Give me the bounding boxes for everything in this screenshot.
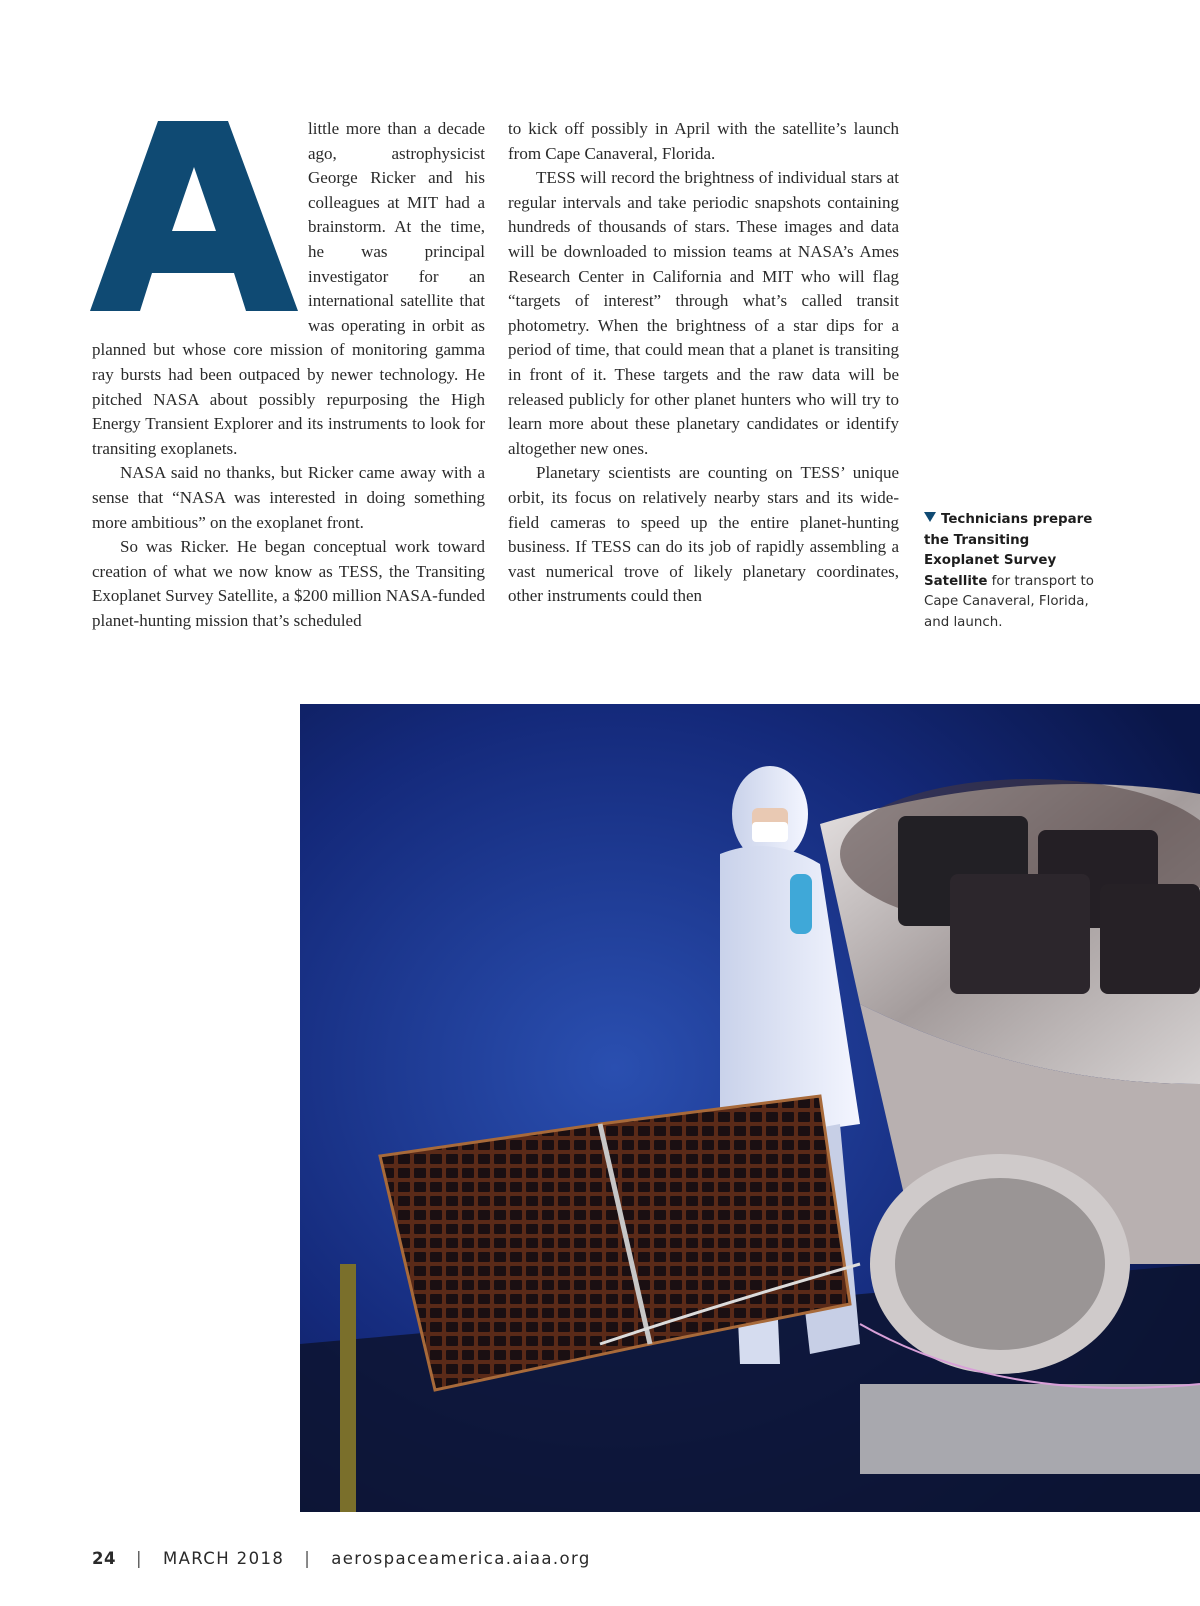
photo-illustration [300, 704, 1200, 1512]
website-url: aerospaceamerica.aiaa.org [331, 1549, 591, 1568]
page-footer [92, 1549, 591, 1568]
paragraph: So was Ricker. He began conceptual work toward creation of what we now know as TESS, the Transiting Exoplanet Survey Satellite, a $200 million NASA-funded planet-hunting mission that’s scheduled [92, 537, 485, 630]
paragraph: to kick off possibly in April with the satellite’s launch from Cape Canaveral, Florida. [508, 119, 899, 163]
paragraph: NASA said no thanks, but Ricker came away with a sense that “NASA was interested in doing something more ambitious” on the exoplanet front. [92, 463, 485, 532]
paragraph: TESS will record the brightness of individual stars at regular intervals and take periodic snapshots containing hundreds of thousands of stars. These images and data will be downloaded to mission teams at NASA’s Ames Research Center in California and MIT who will flag “targets of interest” through what’s called transit photometry. When the brightness of a star dips for a period of time, that could mean that a planet is transiting in front of it. These targets and the raw data will be released publicly for other planet hunters who will try to learn more about these planetary candidates or identify altogether new ones. [508, 168, 899, 458]
triangle-down-icon [924, 512, 936, 522]
drop-cap-letter-a [90, 121, 298, 311]
issue-date: MARCH 2018 [162, 1549, 285, 1568]
paragraph: little more than a decade ago, astrophysicist George Ricker and his colleagues at MIT had a brainstorm. At the time, he was principal investigator for an international satellite that was operating in orbit as planned but whose core mission of monitoring gamma ray bursts had been outpaced by newer technology. He pitched NASA about possibly repurposing the High Energy Transient Explorer and its instruments to look for transiting exoplanets. [92, 119, 485, 458]
paragraph: Planetary scientists are counting on TESS’ unique orbit, its focus on relatively nearby stars and its wide-field cameras to speed up the entire planet-hunting business. If TESS can do its job of rapidly assembling a vast numerical trove of likely planetary coordinates, other instruments could then [508, 463, 899, 606]
page-number: 24 [92, 1549, 116, 1568]
footer-divider: | [304, 1549, 312, 1568]
tess-satellite-photo [300, 704, 1200, 1512]
article-column-1 [92, 117, 485, 633]
article-column-2 [508, 117, 899, 609]
photo-caption [924, 510, 1104, 633]
caption-bold: Technicians prepare the Transiting Exoplanet Survey Satellite [924, 512, 1093, 589]
caption-text: for transport to Cape Canaveral, Florida, and launch. [924, 573, 1094, 630]
drop-cap [90, 121, 298, 317]
footer-divider: | [135, 1549, 143, 1568]
